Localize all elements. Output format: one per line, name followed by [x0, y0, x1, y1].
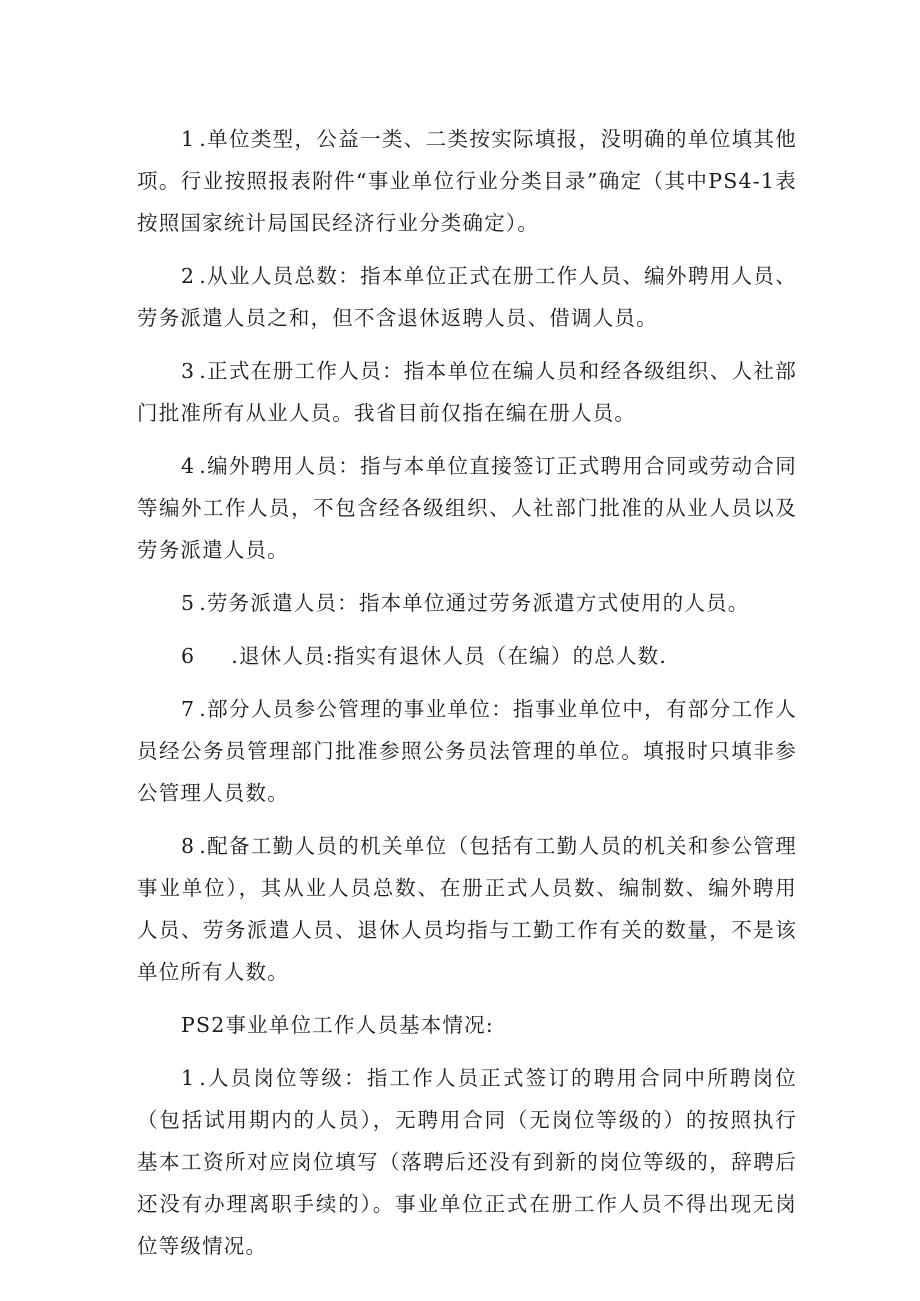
paragraph-text: .编外聘用人员：指与本单位直接签订正式聘用合同或劳动合同等编外工作人员，不包含经各级组织、人社部门批准的从业人员以及劳务派遣人员。 [137, 454, 797, 562]
section-paragraph-1 [137, 1057, 797, 1267]
paragraph-number: 1 [181, 1066, 196, 1090]
paragraph-4 [137, 445, 797, 571]
paragraph-number: 5 [181, 591, 196, 615]
paragraph-3 [137, 350, 797, 434]
paragraph-5 [137, 582, 797, 624]
paragraph-number: 6 [181, 644, 196, 668]
section-heading-text: PS2事业单位工作人员基本情况: [181, 1013, 494, 1037]
paragraph-number: 7 [181, 697, 196, 721]
paragraph-1 [137, 118, 797, 244]
paragraph-text: .正式在册工作人员：指本单位在编人员和经各级组织、人社部门批准所有从业人员。我省目前仅指在编在册人员。 [137, 359, 797, 425]
paragraph-6 [137, 635, 797, 677]
paragraph-text: .单位类型，公益一类、二类按实际填报，没明确的单位填其他项。行业按照报表附件“事业单位行业分类目录”确定（其中PS4-1表按照国家统计局国民经济行业分类确定）。 [137, 127, 797, 235]
paragraph-text: .从业人员总数：指本单位正式在册工作人员、编外聘用人员、劳务派遣人员之和，但不含退休返聘人员、借调人员。 [137, 264, 797, 330]
paragraph-8 [137, 825, 797, 993]
paragraph-number: 2 [181, 264, 196, 288]
paragraph-2 [137, 255, 797, 339]
paragraph-7 [137, 688, 797, 814]
paragraph-number: 8 [181, 834, 196, 858]
section-heading [137, 1004, 797, 1046]
paragraph-text: .部分人员参公管理的事业单位：指事业单位中，有部分工作人员经公务员管理部门批准参照公务员法管理的单位。填报时只填非参公管理人员数。 [137, 697, 797, 805]
paragraph-text: .配备工勤人员的机关单位（包括有工勤人员的机关和参公管理事业单位），其从业人员总数、在册正式人员数、编制数、编外聘用人员、劳务派遣人员、退休人员均指与工勤工作有关的数量，不是该单位所有人数。 [137, 834, 797, 984]
paragraph-text: .人员岗位等级：指工作人员正式签订的聘用合同中所聘岗位（包括试用期内的人员），无聘用合同（无岗位等级的）的按照执行基本工资所对应岗位填写（落聘后还没有到新的岗位等级的，辞聘后还没有办理离职手续的）。事业单位正式在册工作人员不得出现无岗位等级情况。 [137, 1066, 797, 1258]
paragraph-text: .退休人员:指实有退休人员（在编）的总人数. [231, 644, 668, 668]
paragraph-number: 1 [181, 127, 196, 151]
paragraph-number: 4 [181, 454, 196, 478]
paragraph-number: 3 [181, 359, 196, 383]
paragraph-text: .劳务派遣人员：指本单位通过劳务派遣方式使用的人员。 [199, 591, 750, 615]
document-page [137, 118, 797, 1278]
